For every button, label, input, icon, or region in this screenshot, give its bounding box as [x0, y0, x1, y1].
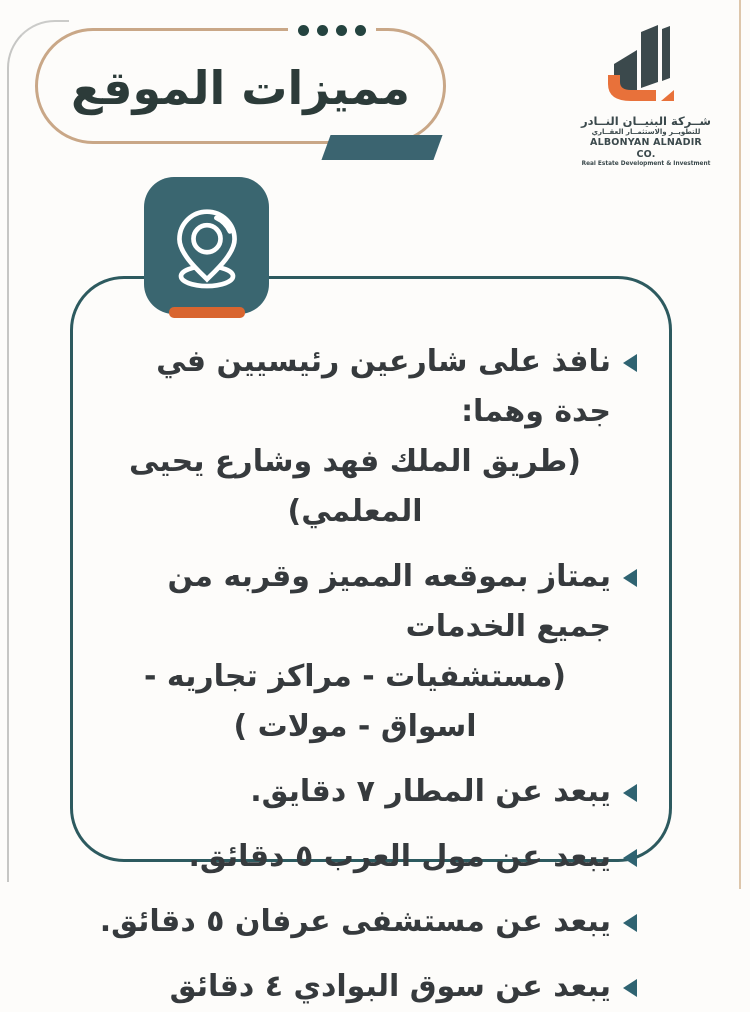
feature-text [99, 832, 611, 882]
feature-item [99, 767, 637, 817]
feature-line: يبعد عن مستشفى عرفان ٥ دقائق. [99, 904, 611, 939]
feature-text [99, 897, 611, 947]
bullet-triangle-icon [623, 914, 637, 932]
buildings-logo-icon [596, 18, 696, 114]
bullet-triangle-icon [623, 569, 637, 587]
bullet-triangle-icon [623, 784, 637, 802]
logo-tagline-en: Real Estate Development & Investment [581, 161, 711, 168]
decorative-dots [288, 22, 376, 39]
feature-text [99, 767, 611, 817]
features-list [99, 337, 637, 1012]
feature-line: يبعد عن المطار ٧ دقايق. [250, 774, 611, 809]
feature-text [99, 962, 611, 1012]
feature-line: نافذ على شارعين رئيسيين في جدة وهما: [156, 344, 611, 429]
logo-tagline-ar: للتطويــر والاستثمــار العقــاري [591, 128, 701, 137]
page-title-frame [35, 28, 446, 144]
feature-text [99, 552, 611, 752]
location-pin-icon [155, 190, 259, 302]
badge-orange-bar [169, 307, 245, 318]
feature-line: (طريق الملك فهد وشارع يحيى المعلمي) [129, 444, 581, 529]
bullet-triangle-icon [623, 849, 637, 867]
features-box [70, 276, 672, 1004]
location-pin-badge [144, 177, 269, 314]
feature-text [99, 337, 611, 537]
feature-item [99, 962, 637, 1012]
logo-company-name-ar: شــركة البنيــان النــادر [581, 114, 711, 128]
feature-item [99, 337, 637, 537]
feature-item [99, 897, 637, 947]
card-right-edge [739, 0, 741, 889]
feature-item [99, 552, 637, 752]
bullet-triangle-icon [623, 979, 637, 997]
accent-parallelogram [321, 135, 442, 160]
feature-line: يبعد عن سوق البوادي ٤ دقائق [169, 969, 611, 1004]
card-left-edge [7, 20, 69, 882]
logo-company-name-en: ALBONYAN ALNADIR CO. [590, 137, 702, 161]
feature-line: (مستشفيات - مراكز تجاريه - اسواق - مولات ) [143, 659, 567, 744]
dot-icon [336, 25, 347, 36]
feature-line: يبعد عن مول العرب ٥ دقائق. [188, 839, 611, 874]
dot-icon [317, 25, 328, 36]
bullet-triangle-icon [623, 354, 637, 372]
dot-icon [298, 25, 309, 36]
page-title: مميزات الموقع [71, 61, 410, 115]
feature-item [99, 832, 637, 882]
company-logo [580, 18, 712, 169]
dot-icon [355, 25, 366, 36]
feature-line: يمتاز بموقعه المميز وقربه من جميع الخدمات [167, 559, 611, 644]
